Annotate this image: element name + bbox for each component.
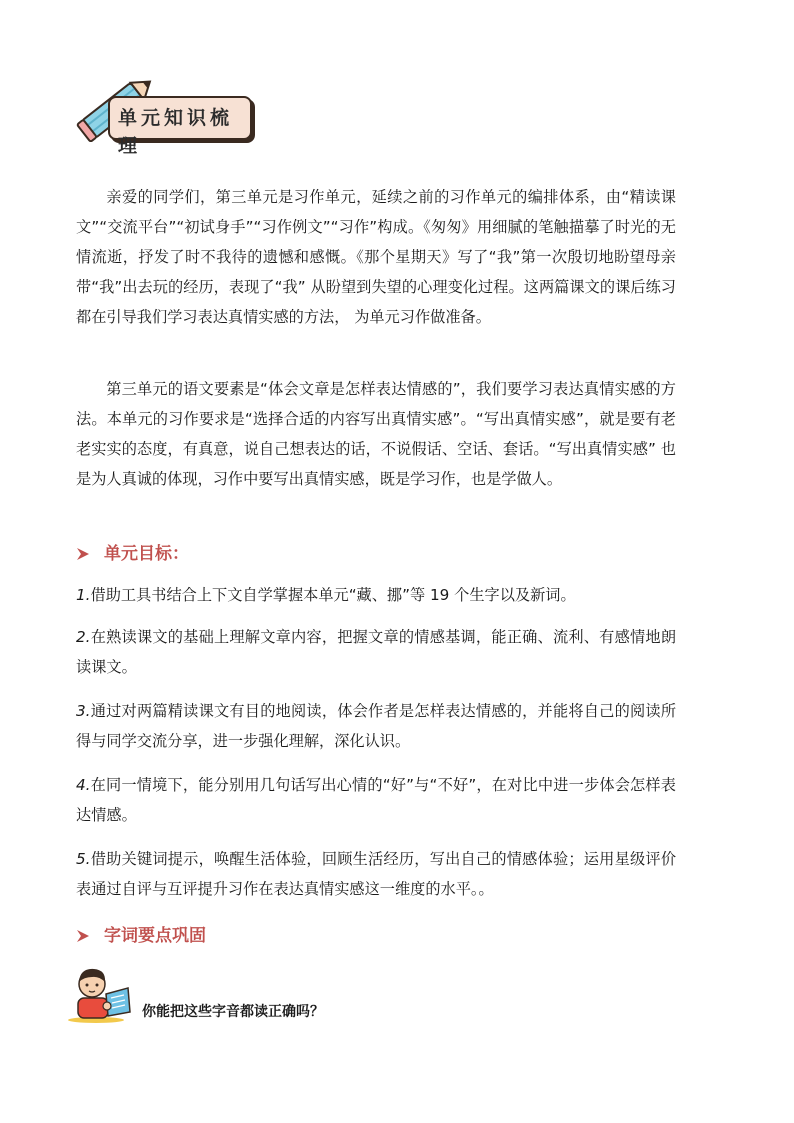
arrow-right-icon (76, 929, 90, 943)
reading-kid-icon (66, 964, 134, 1024)
intro-paragraph-2: 第三单元的语文要素是“体会文章是怎样表达情感的”，我们要学习表达真情实感的方法。本单元的习作要求是“选择合适的内容写出真情实感”。“写出真情实感”，就是要有老老实实的态度，有真意，说自己想表达的话，不说假话、空话、套话。“写出真情实感” 也是为人真诚的体现，习作中要写出真情实感，既是学习作，也是学做人。 (76, 380, 676, 488)
intro-paragraph-1: 亲爱的同学们，第三单元是习作单元，延续之前的习作单元的编排体系，由“精读课文”“交流平台”“初试身手”“习作例文”“习作”构成。《匆匆》用细腻的笔触描摹了时光的无情流逝，抒发了时不我待的遗憾和感慨。《那个星期天》写了“我”第一次殷切地盼望母亲带“我”出去玩的经历，表现了“我” 从盼望到失望的心理变化过程。这两篇课文的课后练习都在引导我们学习表达真情实感的方法， 为单元习作做准备。 (76, 188, 676, 326)
goal-item-4: 4.在同一情境下，能分别用几句话写出心情的“好”与“不好”，在对比中进一步体会怎样表达情感。 (76, 776, 676, 824)
goal-item-2: 2.在熟读课文的基础上理解文章内容，把握文章的情感基调，能正确、流利、有感情地朗读课文。 (76, 628, 676, 676)
banner-title: 单元知识梳理 (118, 107, 234, 157)
reading-question: 你能把这些字音都读正确吗？ (142, 1004, 324, 1020)
words-section-label: 字词要点巩固 (104, 926, 206, 946)
goal-item-5: 5.借助关键词提示，唤醒生活体验，回顾生活经历，写出自己的情感体验；运用星级评价表通过自评与互评提升习作在表达真情实感这一维度的水平。。 (76, 850, 676, 898)
section-banner (74, 70, 264, 157)
arrow-right-icon (76, 547, 90, 561)
goal-item-3: 3.通过对两篇精读课文有目的地阅读，体会作者是怎样表达情感的，并能将自己的阅读所得与同学交流分享，进一步强化理解，深化认识。 (76, 702, 676, 750)
goal-item-1: 1.借助工具书结合上下文自学掌握本单元“藏、挪”等 19 个生字以及新词。 (76, 586, 576, 604)
goals-section-label: 单元目标： (104, 544, 189, 564)
words-section-header (76, 922, 206, 950)
goals-section-header (76, 540, 189, 568)
